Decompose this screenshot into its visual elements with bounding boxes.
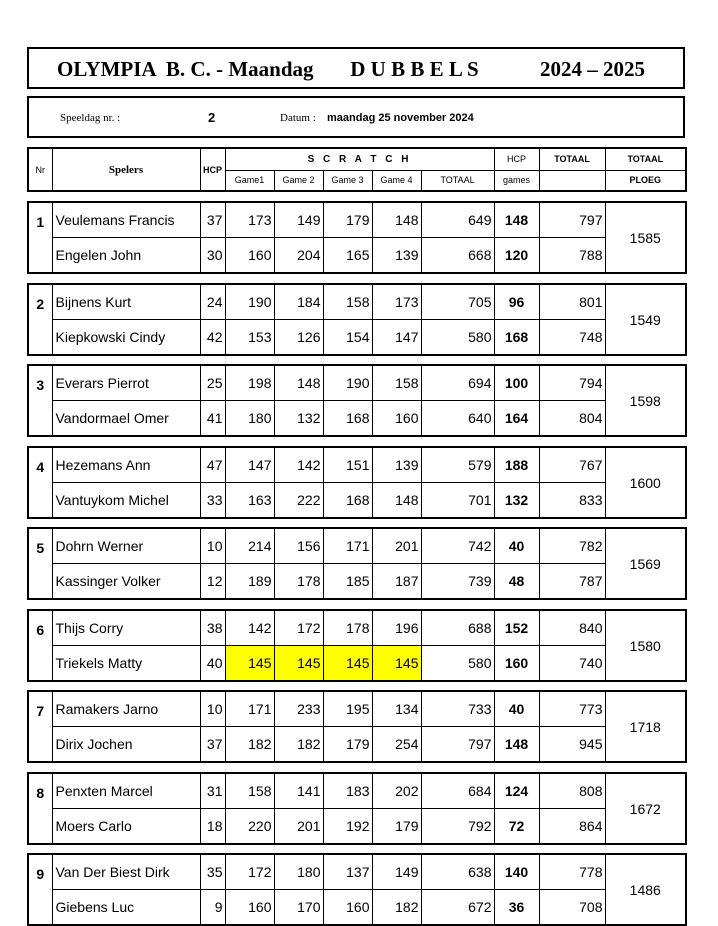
player-row <box>28 284 686 320</box>
game-score: 190 <box>323 365 372 401</box>
game-score: 195 <box>323 691 372 727</box>
game-score: 148 <box>274 365 323 401</box>
game-score: 147 <box>225 447 274 483</box>
col-totaal-ploeg-bottom: PLOEG <box>605 170 686 191</box>
col-game3: Game 3 <box>323 170 372 191</box>
game-score: 179 <box>372 809 421 845</box>
team-total: 1486 <box>605 854 686 925</box>
total-with-hcp: 808 <box>539 773 605 809</box>
team-table <box>27 853 687 926</box>
game-score: 158 <box>323 284 372 320</box>
col-hcp: HCP <box>200 148 225 191</box>
team-total: 1549 <box>605 284 686 355</box>
scratch-total: 742 <box>421 528 494 564</box>
player-name: Triekels Matty <box>52 646 200 682</box>
datum-value: maandag 25 november 2024 <box>327 112 474 124</box>
game-score: 171 <box>323 528 372 564</box>
game-score: 132 <box>274 401 323 437</box>
col-spelers: Spelers <box>52 148 200 191</box>
team-number: 1 <box>28 202 52 273</box>
hcp-games: 36 <box>494 890 539 926</box>
player-name: Hezemans Ann <box>52 447 200 483</box>
col-game2: Game 2 <box>274 170 323 191</box>
player-name: Giebens Luc <box>52 890 200 926</box>
player-hcp: 40 <box>200 646 225 682</box>
game-score: 154 <box>323 320 372 356</box>
hcp-games: 168 <box>494 320 539 356</box>
col-scratch: S C R A T C H <box>225 148 494 170</box>
player-name: Kiepkowski Cindy <box>52 320 200 356</box>
col-nr: Nr <box>28 148 52 191</box>
player-hcp: 37 <box>200 727 225 763</box>
scratch-total: 649 <box>421 202 494 238</box>
scratch-total: 797 <box>421 727 494 763</box>
total-with-hcp: 740 <box>539 646 605 682</box>
game-score: 173 <box>225 202 274 238</box>
game-score: 185 <box>323 564 372 600</box>
game-score: 160 <box>225 238 274 274</box>
scratch-total: 640 <box>421 401 494 437</box>
player-row <box>28 773 686 809</box>
col-totaal: TOTAAL <box>421 170 494 191</box>
scratch-total: 694 <box>421 365 494 401</box>
player-hcp: 38 <box>200 610 225 646</box>
game-score: 182 <box>225 727 274 763</box>
game-score: 139 <box>372 238 421 274</box>
player-name: Dohrn Werner <box>52 528 200 564</box>
player-row <box>28 691 686 727</box>
info-box <box>27 96 685 138</box>
col-hcp-games-top: HCP <box>494 148 539 170</box>
total-with-hcp: 833 <box>539 483 605 519</box>
game-score: 126 <box>274 320 323 356</box>
team-table <box>27 201 687 274</box>
team-table <box>27 527 687 600</box>
game-score: 178 <box>274 564 323 600</box>
game-score: 148 <box>372 483 421 519</box>
game-score: 160 <box>225 890 274 926</box>
game-score: 145 <box>274 646 323 682</box>
player-name: Thijs Corry <box>52 610 200 646</box>
game-score: 180 <box>225 401 274 437</box>
hcp-games: 148 <box>494 202 539 238</box>
hcp-games: 120 <box>494 238 539 274</box>
hcp-games: 48 <box>494 564 539 600</box>
game-score: 198 <box>225 365 274 401</box>
total-with-hcp: 794 <box>539 365 605 401</box>
player-row <box>28 890 686 926</box>
game-score: 145 <box>323 646 372 682</box>
game-score: 142 <box>274 447 323 483</box>
team-total: 1585 <box>605 202 686 273</box>
hcp-games: 132 <box>494 483 539 519</box>
game-score: 160 <box>323 890 372 926</box>
player-row <box>28 809 686 845</box>
game-score: 196 <box>372 610 421 646</box>
player-hcp: 41 <box>200 401 225 437</box>
team-total: 1718 <box>605 691 686 762</box>
hcp-games: 124 <box>494 773 539 809</box>
player-name: Engelen John <box>52 238 200 274</box>
hcp-games: 40 <box>494 528 539 564</box>
scratch-total: 684 <box>421 773 494 809</box>
player-row <box>28 320 686 356</box>
total-with-hcp: 782 <box>539 528 605 564</box>
game-score: 179 <box>323 727 372 763</box>
team-number: 4 <box>28 447 52 518</box>
game-score: 233 <box>274 691 323 727</box>
game-score: 168 <box>323 401 372 437</box>
total-with-hcp: 788 <box>539 238 605 274</box>
total-with-hcp: 787 <box>539 564 605 600</box>
scratch-total: 705 <box>421 284 494 320</box>
team-number: 2 <box>28 284 52 355</box>
team-table <box>27 609 687 682</box>
player-name: Vandormael Omer <box>52 401 200 437</box>
game-score: 139 <box>372 447 421 483</box>
total-with-hcp: 804 <box>539 401 605 437</box>
game-score: 173 <box>372 284 421 320</box>
total-with-hcp: 797 <box>539 202 605 238</box>
hcp-games: 160 <box>494 646 539 682</box>
total-with-hcp: 945 <box>539 727 605 763</box>
player-name: Everars Pierrot <box>52 365 200 401</box>
player-hcp: 33 <box>200 483 225 519</box>
col-totaal2-bottom <box>539 170 605 191</box>
player-name: Moers Carlo <box>52 809 200 845</box>
game-score: 214 <box>225 528 274 564</box>
team-total: 1598 <box>605 365 686 436</box>
player-row <box>28 238 686 274</box>
player-name: Kassinger Volker <box>52 564 200 600</box>
player-hcp: 10 <box>200 691 225 727</box>
team-table <box>27 446 687 519</box>
player-hcp: 30 <box>200 238 225 274</box>
player-row <box>28 483 686 519</box>
team-number: 7 <box>28 691 52 762</box>
game-score: 147 <box>372 320 421 356</box>
game-score: 182 <box>274 727 323 763</box>
speeldag-label: Speeldag nr. : <box>60 112 121 124</box>
col-hcp-games-bottom: games <box>494 170 539 191</box>
player-row <box>28 854 686 890</box>
player-row <box>28 202 686 238</box>
team-total: 1569 <box>605 528 686 599</box>
player-hcp: 31 <box>200 773 225 809</box>
game-score: 172 <box>274 610 323 646</box>
game-score: 180 <box>274 854 323 890</box>
game-score: 160 <box>372 401 421 437</box>
player-hcp: 42 <box>200 320 225 356</box>
player-name: Penxten Marcel <box>52 773 200 809</box>
total-with-hcp: 840 <box>539 610 605 646</box>
game-score: 178 <box>323 610 372 646</box>
hcp-games: 148 <box>494 727 539 763</box>
game-score: 134 <box>372 691 421 727</box>
player-hcp: 37 <box>200 202 225 238</box>
team-number: 9 <box>28 854 52 925</box>
player-name: Vantuykom Michel <box>52 483 200 519</box>
game-score: 165 <box>323 238 372 274</box>
column-header-table <box>27 147 687 192</box>
hcp-games: 72 <box>494 809 539 845</box>
game-score: 142 <box>225 610 274 646</box>
game-score: 222 <box>274 483 323 519</box>
team-total: 1580 <box>605 610 686 681</box>
team-table <box>27 772 687 845</box>
game-score: 184 <box>274 284 323 320</box>
scratch-total: 739 <box>421 564 494 600</box>
player-row <box>28 447 686 483</box>
game-score: 158 <box>225 773 274 809</box>
total-with-hcp: 708 <box>539 890 605 926</box>
game-score: 190 <box>225 284 274 320</box>
col-game1: Game1 <box>225 170 274 191</box>
datum-label: Datum : <box>280 112 316 124</box>
hcp-games: 164 <box>494 401 539 437</box>
scratch-total: 638 <box>421 854 494 890</box>
scratch-total: 580 <box>421 320 494 356</box>
team-total: 1600 <box>605 447 686 518</box>
game-score: 148 <box>372 202 421 238</box>
player-hcp: 47 <box>200 447 225 483</box>
col-game4: Game 4 <box>372 170 421 191</box>
game-score: 204 <box>274 238 323 274</box>
page-title: OLYMPIA B. C. - Maandag D U B B E L S <box>57 57 479 81</box>
total-with-hcp: 778 <box>539 854 605 890</box>
hcp-games: 40 <box>494 691 539 727</box>
player-row <box>28 401 686 437</box>
hcp-games: 188 <box>494 447 539 483</box>
total-with-hcp: 767 <box>539 447 605 483</box>
hcp-games: 152 <box>494 610 539 646</box>
player-row <box>28 646 686 682</box>
scratch-total: 672 <box>421 890 494 926</box>
player-name: Ramakers Jarno <box>52 691 200 727</box>
scratch-total: 579 <box>421 447 494 483</box>
player-hcp: 12 <box>200 564 225 600</box>
player-name: Bijnens Kurt <box>52 284 200 320</box>
game-score: 202 <box>372 773 421 809</box>
player-hcp: 10 <box>200 528 225 564</box>
col-totaal-ploeg-top: TOTAAL <box>605 148 686 170</box>
scratch-total: 580 <box>421 646 494 682</box>
game-score: 141 <box>274 773 323 809</box>
player-row <box>28 365 686 401</box>
player-name: Dirix Jochen <box>52 727 200 763</box>
game-score: 158 <box>372 365 421 401</box>
game-score: 172 <box>225 854 274 890</box>
game-score: 201 <box>274 809 323 845</box>
game-score: 149 <box>274 202 323 238</box>
game-score: 183 <box>323 773 372 809</box>
team-total: 1672 <box>605 773 686 844</box>
team-number: 8 <box>28 773 52 844</box>
scratch-total: 668 <box>421 238 494 274</box>
total-with-hcp: 864 <box>539 809 605 845</box>
game-score: 168 <box>323 483 372 519</box>
player-row <box>28 564 686 600</box>
game-score: 171 <box>225 691 274 727</box>
team-number: 3 <box>28 365 52 436</box>
player-hcp: 35 <box>200 854 225 890</box>
total-with-hcp: 773 <box>539 691 605 727</box>
game-score: 163 <box>225 483 274 519</box>
game-score: 179 <box>323 202 372 238</box>
col-totaal2: TOTAAL <box>539 148 605 170</box>
speeldag-value: 2 <box>208 110 216 125</box>
game-score: 201 <box>372 528 421 564</box>
game-score: 220 <box>225 809 274 845</box>
scratch-total: 733 <box>421 691 494 727</box>
game-score: 170 <box>274 890 323 926</box>
team-number: 6 <box>28 610 52 681</box>
player-hcp: 18 <box>200 809 225 845</box>
game-score: 145 <box>372 646 421 682</box>
player-name: Van Der Biest Dirk <box>52 854 200 890</box>
title-box <box>27 47 685 89</box>
scratch-total: 688 <box>421 610 494 646</box>
player-name: Veulemans Francis <box>52 202 200 238</box>
game-score: 189 <box>225 564 274 600</box>
team-table <box>27 690 687 763</box>
scratch-total: 701 <box>421 483 494 519</box>
game-score: 151 <box>323 447 372 483</box>
total-with-hcp: 801 <box>539 284 605 320</box>
team-table <box>27 283 687 356</box>
game-score: 182 <box>372 890 421 926</box>
hcp-games: 100 <box>494 365 539 401</box>
game-score: 254 <box>372 727 421 763</box>
game-score: 187 <box>372 564 421 600</box>
game-score: 149 <box>372 854 421 890</box>
team-number: 5 <box>28 528 52 599</box>
team-table <box>27 364 687 437</box>
season-label: 2024 – 2025 <box>540 57 645 81</box>
player-row <box>28 528 686 564</box>
hcp-games: 96 <box>494 284 539 320</box>
hcp-games: 140 <box>494 854 539 890</box>
total-with-hcp: 748 <box>539 320 605 356</box>
player-row <box>28 727 686 763</box>
player-hcp: 24 <box>200 284 225 320</box>
scratch-total: 792 <box>421 809 494 845</box>
player-hcp: 9 <box>200 890 225 926</box>
player-row <box>28 610 686 646</box>
game-score: 192 <box>323 809 372 845</box>
game-score: 145 <box>225 646 274 682</box>
game-score: 137 <box>323 854 372 890</box>
game-score: 153 <box>225 320 274 356</box>
game-score: 156 <box>274 528 323 564</box>
player-hcp: 25 <box>200 365 225 401</box>
